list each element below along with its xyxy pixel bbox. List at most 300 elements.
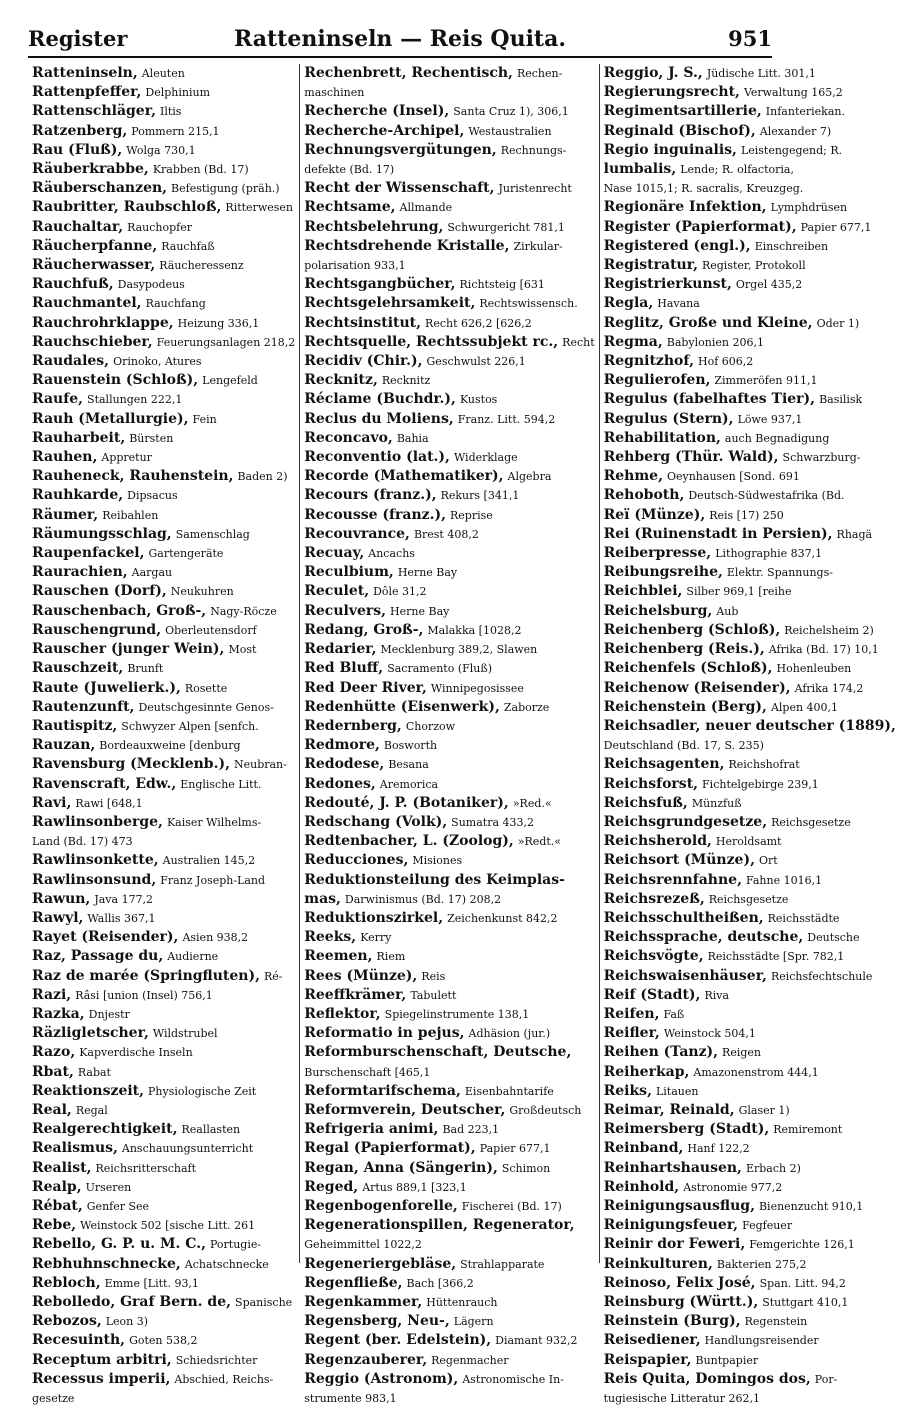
index-entry: [32, 314, 295, 333]
entry-keyword: Räucherwasser,: [32, 257, 156, 274]
entry-reference: Aleuten: [141, 67, 185, 80]
entry-keyword: Recesuinth,: [32, 1332, 126, 1349]
entry-reference: Feuerungsanlagen 218,2: [156, 335, 296, 349]
entry-reference: Ancachs: [368, 547, 415, 561]
entry-reference: Riem: [376, 950, 406, 964]
index-entry: [604, 698, 896, 717]
entry-keyword: Reemen,: [304, 948, 373, 965]
entry-keyword: Rechnungsvergütungen,: [304, 141, 497, 158]
entry-reference: Leistengegend; R.: [740, 143, 843, 157]
entry-reference: Brest 408,2: [413, 527, 479, 541]
entry-keyword: Rechtsinstitut,: [304, 314, 422, 331]
entry-keyword: Raupenfackel,: [32, 545, 145, 562]
index-entry: [32, 1235, 295, 1254]
entry-reference: gesetze: [32, 1392, 75, 1406]
entry-keyword: Rauschen (Dorf),: [32, 583, 167, 600]
entry-keyword: Rechtsquelle, Rechtssubjekt rc.,: [304, 333, 559, 350]
entry-reference: Zaborze: [503, 700, 550, 714]
entry-keyword: Reculbium,: [304, 564, 394, 581]
entry-keyword: Rbat,: [32, 1063, 74, 1080]
entry-keyword: Reinhartshausen,: [603, 1159, 742, 1176]
index-entry: [32, 237, 295, 256]
entry-reference: Aremorica: [379, 777, 439, 791]
entry-keyword: Regulus (Stern),: [603, 410, 734, 427]
entry-keyword: Recousse (franz.),: [304, 506, 446, 523]
index-entry: [32, 1351, 295, 1370]
index-entry: [304, 1063, 594, 1082]
entry-keyword: Rebolledo, Graf Bern. de,: [32, 1294, 232, 1310]
entry-keyword: Reinkulturen,: [603, 1255, 713, 1272]
entry-reference: Deutschgesinnte Genos-: [138, 700, 274, 714]
entry-reference: Dôle 31,2: [373, 585, 427, 599]
entry-reference: Recht: [562, 335, 595, 349]
entry-reference: Reichsstädte [Spr. 782,1: [707, 950, 845, 964]
entry-reference: Deutsch-Südwestafrika (Bd.: [688, 489, 845, 503]
entry-keyword: Razi,: [32, 986, 72, 1003]
entry-keyword: Reiberpresse,: [603, 545, 712, 562]
entry-keyword: Reinsburg (Württ.),: [603, 1294, 759, 1310]
index-entry: [304, 1216, 594, 1235]
index-entry: [304, 275, 594, 294]
index-entry: [604, 736, 896, 755]
entry-reference: Nagy-Röcze: [210, 604, 277, 618]
index-entry: [32, 525, 295, 544]
index-entry: [604, 1255, 896, 1274]
entry-keyword: Receptum arbitri,: [32, 1351, 172, 1368]
index-entry: [604, 160, 896, 179]
index-entry: [304, 736, 594, 755]
entry-keyword: Rawlinsonberge,: [32, 813, 163, 830]
entry-keyword: Raute (Juwelierk.),: [32, 679, 181, 696]
entry-keyword: Reichsvögte,: [603, 948, 704, 965]
entry-reference: Iltis: [159, 105, 182, 119]
index-entry: [32, 794, 295, 813]
entry-reference: Rosette: [184, 681, 228, 695]
entry-keyword: Recht der Wissenschaft,: [304, 180, 495, 197]
entry-keyword: Rauzan,: [32, 737, 96, 754]
entry-keyword: Rehberg (Thür. Wald),: [603, 449, 779, 466]
entry-keyword: Reinigungsfeuer,: [603, 1217, 739, 1234]
entry-keyword: Räuberkrabbe,: [32, 161, 149, 178]
index-entry: [604, 256, 896, 275]
entry-keyword: Recours (franz.),: [304, 487, 437, 504]
index-entry: [32, 1312, 295, 1331]
entry-reference: Ort: [758, 854, 778, 868]
entry-reference: Orinoko, Atures: [113, 355, 202, 369]
entry-keyword: Recorde (Mathematiker),: [304, 468, 504, 485]
entry-keyword: Rehabilitation,: [603, 429, 721, 446]
index-entry: [604, 1389, 896, 1408]
entry-reference: Münzfuß: [691, 796, 742, 810]
entry-keyword: Reformtarifschema,: [304, 1082, 461, 1099]
entry-keyword: Reiherkap,: [603, 1063, 690, 1080]
index-entry: [604, 486, 896, 505]
entry-reference: Java 177,2: [94, 892, 154, 906]
entry-reference: Rauchopfer: [127, 220, 193, 234]
entry-keyword: Regimentsartillerie,: [603, 103, 762, 120]
index-entry: [304, 122, 594, 141]
entry-reference: defekte (Bd. 17): [304, 163, 395, 177]
entry-reference: Zeichenkunst 842,2: [447, 911, 558, 925]
index-entry: [604, 237, 896, 256]
entry-reference: Algebra: [507, 470, 552, 484]
index-entry: [304, 1024, 594, 1043]
entry-reference: Appretur: [101, 451, 152, 465]
entry-reference: Ritterwesen: [225, 201, 293, 215]
entry-keyword: Reichsschultheißen,: [603, 909, 764, 926]
index-entry: [604, 1159, 896, 1178]
entry-reference: Reis [17) 250: [709, 508, 784, 522]
entry-keyword: Reifen,: [603, 1005, 660, 1022]
index-entry: [32, 986, 295, 1005]
entry-reference: Befestigung (präh.): [171, 182, 280, 196]
entry-reference: Schwarzburg-: [782, 451, 861, 465]
entry-keyword: Regla,: [603, 295, 654, 312]
entry-keyword: Regulus (fabelhaftes Tier),: [603, 391, 816, 408]
entry-reference: Misiones: [412, 854, 463, 868]
index-entry: [604, 141, 896, 160]
entry-keyword: Räucherpfanne,: [32, 237, 158, 254]
entry-reference: Span. Litt. 94,2: [759, 1276, 846, 1290]
page-header: [28, 26, 772, 58]
index-entry: [32, 659, 295, 678]
entry-reference: Bordeauxweine [denburg: [99, 739, 241, 753]
index-entry: [32, 122, 295, 141]
index-entry: [304, 102, 594, 121]
index-entry: [304, 160, 594, 179]
index-column-3: [599, 64, 900, 1406]
entry-reference: Räucheressenz: [159, 259, 244, 273]
entry-keyword: Räzligletscher,: [32, 1025, 149, 1042]
entry-reference: Brunft: [127, 662, 164, 676]
entry-keyword: Reeffkrämer,: [304, 986, 407, 1003]
entry-keyword: lumbalis,: [603, 161, 677, 178]
entry-reference: Nase 1015,1; R. sacralis, Kreuzgeg.: [603, 182, 804, 196]
index-entry: [32, 1101, 295, 1120]
index-entry: [304, 64, 594, 83]
index-entry: [304, 1312, 594, 1331]
index-entry: [304, 928, 594, 947]
entry-keyword: Reichenow (Reisender),: [603, 679, 791, 696]
index-entry: [32, 775, 295, 794]
entry-reference: Rechtswissensch.: [479, 297, 578, 311]
index-entry: [32, 390, 295, 409]
index-entry: [32, 275, 295, 294]
entry-reference: Reichshofrat: [728, 758, 800, 772]
entry-keyword: Reinoso, Felix José,: [603, 1274, 756, 1291]
entry-keyword: Reichssprache, deutsche,: [603, 929, 804, 946]
index-entry: [32, 1331, 295, 1350]
entry-keyword: Realp,: [32, 1178, 82, 1195]
index-entry: [604, 1274, 896, 1293]
index-entry: [32, 851, 295, 870]
index-entry: [32, 160, 295, 179]
entry-reference: auch Begnadigung: [724, 431, 830, 445]
entry-reference: Heroldsamt: [715, 835, 782, 849]
index-entry: [604, 429, 896, 448]
entry-reference: Reichsstädte: [767, 911, 840, 925]
index-entry: [32, 755, 295, 774]
index-entry: [304, 1293, 594, 1312]
entry-reference: Reallasten: [181, 1123, 241, 1137]
entry-keyword: Rebhuhnschnecke,: [32, 1255, 181, 1272]
entry-reference: Goten 538,2: [129, 1334, 198, 1348]
entry-reference: Fichtelgebirge 239,1: [702, 777, 819, 791]
entry-keyword: Räuberschanzen,: [32, 180, 168, 197]
entry-reference: polarisation 933,1: [304, 259, 406, 273]
entry-keyword: Redones,: [304, 775, 376, 792]
entry-reference: Basilisk: [819, 393, 863, 407]
index-entry: [304, 947, 594, 966]
index-entry: [604, 179, 896, 198]
entry-keyword: Reeks,: [304, 929, 357, 946]
entry-reference: Adhäsion (jur.): [468, 1027, 551, 1041]
index-entry: [304, 717, 594, 736]
entry-reference: Richtsteig [631: [459, 278, 545, 292]
entry-keyword: Regenbogenforelle,: [304, 1197, 458, 1214]
entry-reference: Reigen: [722, 1046, 761, 1060]
entry-reference: Achatschnecke: [184, 1257, 269, 1271]
index-entry: [304, 679, 594, 698]
entry-reference: Oberleutensdorf: [165, 623, 257, 637]
index-entry: [304, 1005, 594, 1024]
entry-reference: Samenschlag: [175, 527, 250, 541]
index-entry: [32, 890, 295, 909]
entry-keyword: Rauscher (junger Wein),: [32, 641, 225, 658]
index-entry: [604, 947, 896, 966]
entry-reference: Lengefeld: [202, 374, 258, 388]
index-entry: [32, 582, 295, 601]
entry-keyword: Registered (engl.),: [603, 237, 751, 254]
entry-keyword: Redmore,: [304, 737, 380, 754]
entry-keyword: Redarier,: [304, 641, 377, 658]
entry-keyword: Rayet (Reisender),: [32, 929, 179, 946]
index-entry: [32, 1063, 295, 1082]
entry-keyword: Redtenbacher, L. (Zoolog),: [304, 833, 514, 850]
index-entry: [304, 256, 594, 275]
entry-reference: Buntpapier: [695, 1353, 759, 1367]
entry-reference: Zimmeröfen 911,1: [714, 374, 818, 388]
entry-reference: Rekurs [341,1: [440, 489, 520, 503]
index-entry: [304, 1139, 594, 1158]
index-entry: [304, 486, 594, 505]
entry-keyword: Reichenberg (Schloß),: [603, 621, 781, 638]
entry-keyword: Registrierkunst,: [603, 276, 732, 293]
index-entry: [604, 294, 896, 313]
index-entry: [32, 1159, 295, 1178]
entry-keyword: Ratteninseln,: [32, 65, 138, 81]
entry-keyword: Rebello, G. P. u. M. C.,: [32, 1236, 206, 1253]
entry-reference: Lithographie 837,1: [715, 547, 823, 561]
entry-keyword: Refrigeria animi,: [304, 1121, 439, 1138]
entry-keyword: Räumer,: [32, 506, 99, 523]
index-entry: [304, 429, 594, 448]
entry-reference: Winnipegosissee: [430, 681, 524, 695]
entry-reference: Fischerei (Bd. 17): [461, 1199, 562, 1213]
entry-keyword: Rauharbeit,: [32, 429, 126, 446]
entry-reference: Papier 677,1: [800, 220, 872, 234]
entry-reference: Deutschland (Bd. 17, S. 235): [603, 739, 764, 753]
index-entry: [304, 967, 594, 986]
index-entry: [604, 679, 896, 698]
entry-keyword: Realist,: [32, 1159, 92, 1176]
entry-reference: Lägern: [453, 1315, 494, 1329]
index-entry: [604, 333, 896, 352]
entry-keyword: Reihen (Tanz),: [603, 1044, 719, 1061]
entry-reference: Bach [366,2: [406, 1276, 474, 1290]
entry-reference: Femgerichte 126,1: [749, 1238, 855, 1252]
entry-reference: Silber 969,1 [reihe: [686, 585, 792, 599]
entry-keyword: Realismus,: [32, 1140, 118, 1157]
entry-reference: Geschwulst 226,1: [426, 355, 526, 369]
entry-keyword: Regnitzhof,: [603, 353, 694, 370]
entry-reference: Kaiser Wilhelms-: [166, 815, 262, 829]
index-entry: [32, 1082, 295, 1101]
entry-keyword: Rauschengrund,: [32, 621, 162, 638]
entry-reference: Dipsacus: [127, 489, 178, 503]
entry-keyword: Rees (Münze),: [304, 967, 418, 984]
index-entry: [304, 467, 594, 486]
index-entry: [304, 794, 594, 813]
index-entry: [604, 1331, 896, 1350]
entry-reference: Asien 938,2: [182, 931, 249, 945]
entry-keyword: Regenerationspillen, Regenerator,: [304, 1217, 575, 1234]
entry-keyword: Raufe,: [32, 391, 84, 408]
index-entry: [32, 179, 295, 198]
index-entry: [32, 410, 295, 429]
entry-keyword: Reconventio (lat.),: [304, 449, 450, 466]
index-entry: [604, 890, 896, 909]
entry-keyword: Regenzauberer,: [304, 1351, 428, 1368]
index-entry: [604, 640, 896, 659]
entry-reference: Physiologische Zeit: [148, 1084, 257, 1098]
index-columns: [28, 64, 896, 1406]
entry-keyword: Rawlinsonsund,: [32, 871, 157, 888]
entry-reference: Widerklage: [453, 451, 518, 465]
entry-reference: Alexander 7): [759, 124, 832, 138]
entry-reference: Gartengeräte: [148, 547, 224, 561]
entry-reference: Oder 1): [816, 316, 860, 330]
entry-keyword: Reimar, Reinald,: [603, 1101, 735, 1118]
entry-reference: Herne Bay: [390, 604, 450, 618]
index-entry: [304, 755, 594, 774]
entry-keyword: Reculvers,: [304, 602, 387, 619]
entry-keyword: Redodese,: [304, 756, 385, 773]
index-entry: [304, 1082, 594, 1101]
index-entry: [604, 1178, 896, 1197]
entry-reference: Faß: [663, 1007, 685, 1021]
entry-keyword: Redschang (Volk),: [304, 813, 448, 830]
entry-keyword: Ravi,: [32, 794, 72, 811]
index-entry: [604, 928, 896, 947]
index-entry: [604, 1293, 896, 1312]
entry-keyword: Reichsagenten,: [603, 756, 725, 773]
index-entry: [304, 659, 594, 678]
index-entry: [32, 1293, 295, 1312]
index-entry: [304, 640, 594, 659]
index-entry: [304, 890, 594, 909]
entry-keyword: Recherche-Archipel,: [304, 122, 465, 139]
index-entry: [32, 429, 295, 448]
entry-keyword: Rehme,: [603, 468, 663, 485]
index-column-2: [299, 64, 598, 1406]
index-entry: [32, 967, 295, 986]
index-entry: [304, 1178, 594, 1197]
entry-reference: Por-: [814, 1372, 838, 1386]
entry-reference: Lymphdrüsen: [770, 201, 848, 215]
entry-reference: Hanf 122,2: [687, 1142, 750, 1156]
index-entry: [32, 621, 295, 640]
entry-keyword: Rauheneck, Rauhenstein,: [32, 468, 234, 485]
entry-reference: Chorzow: [405, 719, 456, 733]
index-entry: [304, 352, 594, 371]
index-entry: [32, 717, 295, 736]
entry-keyword: Ratzenberg,: [32, 122, 128, 139]
entry-reference: Neukuhren: [170, 585, 234, 599]
index-entry: [304, 410, 594, 429]
index-entry: [32, 544, 295, 563]
entry-reference: Hohenleuben: [776, 662, 852, 676]
entry-reference: Anschauungsunterricht: [121, 1142, 254, 1156]
index-entry: [604, 1351, 896, 1370]
entry-keyword: Red Deer River,: [304, 679, 427, 696]
entry-keyword: Reichsrennfahne,: [603, 871, 742, 888]
entry-reference: Kustos: [459, 393, 498, 407]
index-entry: [32, 640, 295, 659]
entry-keyword: Rauhen,: [32, 449, 98, 466]
entry-keyword: Regensberg, Neu-,: [304, 1313, 450, 1330]
entry-reference: Franz Joseph-Land: [160, 873, 266, 887]
entry-keyword: Red Bluff,: [304, 660, 384, 677]
entry-keyword: Reduktionsteilung des Keimplas-: [304, 871, 565, 888]
entry-reference: Tabulett: [410, 988, 457, 1002]
entry-reference: Juristenrecht: [498, 182, 572, 196]
index-entry: [32, 1197, 295, 1216]
entry-reference: Löwe 937,1: [737, 412, 803, 426]
entry-reference: Dasypodeus: [117, 278, 185, 292]
entry-reference: Orgel 435,2: [735, 278, 803, 292]
entry-reference: Erbach 2): [745, 1161, 801, 1175]
entry-keyword: Razka,: [32, 1005, 85, 1022]
entry-reference: Aargau: [131, 566, 173, 580]
entry-keyword: Reimersberg (Stadt),: [603, 1121, 770, 1138]
entry-reference: Papier 677,1: [479, 1142, 551, 1156]
entry-reference: Spiegelinstrumente 138,1: [384, 1007, 530, 1021]
entry-keyword: Reggio, J. S.,: [603, 65, 703, 81]
entry-reference: Reprise: [450, 508, 493, 522]
entry-keyword: Rebozos,: [32, 1313, 102, 1330]
entry-reference: Alpen 400,1: [770, 700, 839, 714]
entry-keyword: Reinigungsausflug,: [603, 1197, 755, 1214]
entry-keyword: Reichsrezeß,: [603, 890, 705, 907]
entry-reference: Bürsten: [129, 431, 174, 445]
index-entry: [32, 832, 295, 851]
index-entry: [304, 986, 594, 1005]
index-entry: [604, 602, 896, 621]
entry-keyword: Rechtsame,: [304, 199, 396, 216]
index-entry: [32, 467, 295, 486]
entry-keyword: Reichenfels (Schloß),: [603, 660, 773, 677]
entry-reference: Schiedsrichter: [175, 1353, 258, 1367]
index-entry: [32, 1139, 295, 1158]
entry-keyword: Rauhkarde,: [32, 487, 124, 504]
entry-reference: Mecklenburg 389,2, Slawen: [380, 643, 538, 657]
entry-keyword: Reged,: [304, 1178, 359, 1195]
index-entry: [604, 198, 896, 217]
entry-reference: Ré-: [263, 969, 283, 983]
index-entry: [32, 928, 295, 947]
entry-reference: Rhagä: [836, 527, 873, 541]
